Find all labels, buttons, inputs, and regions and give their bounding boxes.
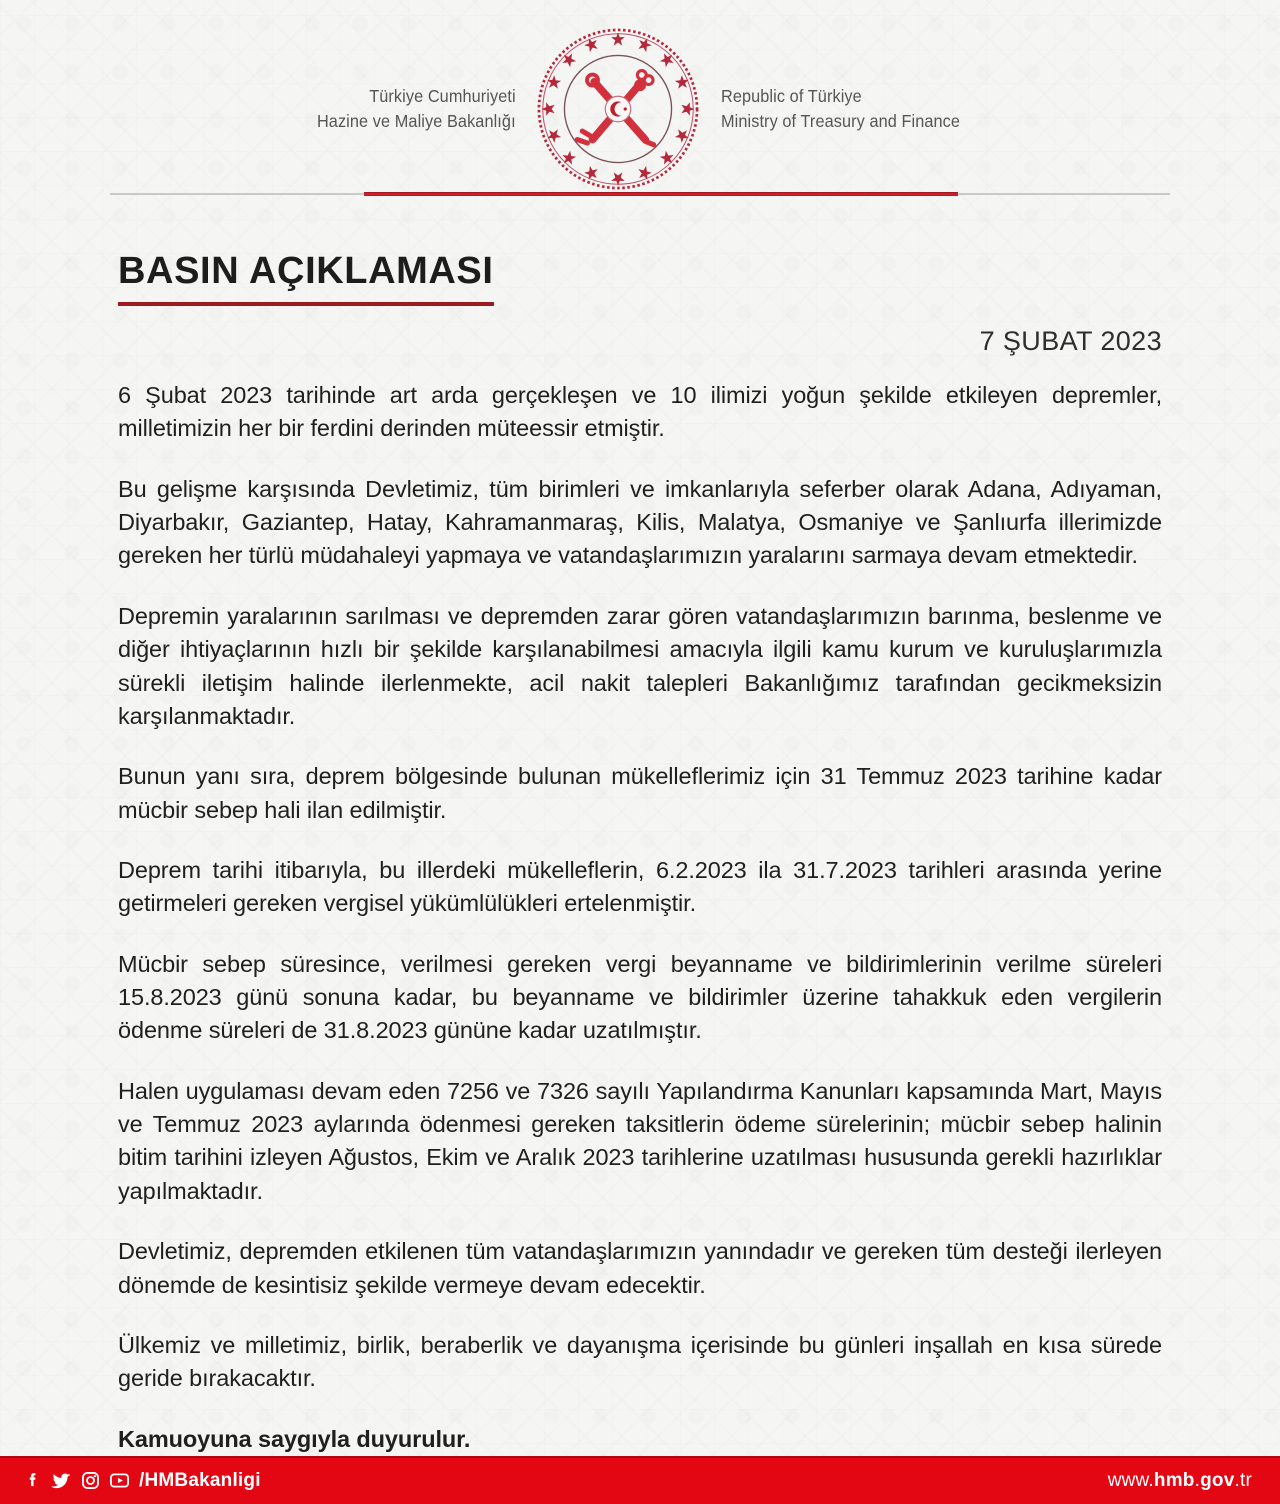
publication-date: 7 ŞUBAT 2023: [979, 326, 1162, 356]
body-paragraph: Halen uygulaması devam eden 7256 ve 7326 sayılı Yapılandırma Kanunları kapsamında Mart, Mayıs ve Temmuz 2023 aylarında ödenmesi gereken taksitlerin ödeme sürelerinin; mücbir sebep halinin bitim tarihini izleyen Ağustos, Ekim ve Aralık 2023 tarihlerine uzatılması hususunda gerekli hazırlıklar yapılmaktadır.: [118, 1077, 1162, 1204]
youtube-icon[interactable]: [108, 1470, 131, 1491]
body-paragraph: Deprem tarihi itibarıyla, bu illerdeki mükelleflerin, 6.2.2023 ila 31.7.2023 tarihleri arasında yerine getirmeleri gereken vergisel yükümlülükleri ertelenmiştir.: [118, 856, 1162, 917]
document-body: [0, 357, 1280, 1456]
closing-statement: Kamuoyuna saygıyla duyurulur.: [118, 1425, 471, 1452]
page-title-block: [0, 192, 1280, 306]
page-title: BASIN AÇIKLAMASI: [118, 250, 494, 306]
social-media-links[interactable]: [22, 1469, 261, 1492]
body-paragraph: Ülkemiz ve milletimiz, birlik, beraberlik ve dayanışma içerisinde bu günleri inşallah en kısa sürede geride bırakacaktır.: [118, 1331, 1162, 1392]
divider-red-accent: [364, 192, 958, 196]
ministry-name-turkish: [302, 84, 516, 134]
body-paragraph: Depremin yaralarının sarılması ve depremden zarar gören vatandaşlarımızın barınma, beslenme ve diğer ihtiyaçlarının hızlı bir şekilde karşılanabilmesi amacıyla ilgili kamu kurum ve kuruluşlarımızla sürekli iletişim halinde ilerlenmekte, acil nakit talepleri Bakanlığımız tarafından gecikmeksizin karşılanmaktadır.: [118, 602, 1162, 729]
website-domain: hmb: [1153, 1469, 1195, 1491]
ministry-name-turkish-line1: Türkiye Cumhuriyeti: [368, 86, 516, 107]
body-paragraph: Bunun yanı sıra, deprem bölgesinde bulunan mükelleflerimiz için 31 Temmuz 2023 tarihine kadar mücbir sebep hali ilan edilmiştir.: [118, 763, 1162, 823]
ministry-name-english-line1: Republic of Türkiye: [721, 86, 863, 107]
document-header: [0, 0, 1280, 192]
body-paragraph: Mücbir sebep süresince, verilmesi gereken vergi beyanname ve bildirimlerinin verilme süreleri 15.8.2023 günü sonuna kadar, bu beyanname ve bildirimler üzerine tahakkuk eden vergilerin ödenme süreleri de 31.8.2023 gününe kadar uzatılmıştır.: [118, 950, 1162, 1044]
website-url[interactable]: [1108, 1470, 1252, 1492]
facebook-icon[interactable]: [22, 1470, 43, 1491]
website-tld-tr: .tr: [1234, 1469, 1252, 1491]
body-paragraph: 6 Şubat 2023 tarihinde art arda gerçekleşen ve 10 ilimizi yoğun şekilde etkileyen depremler, milletimizin her bir ferdini derinden müteessir etmiştir.: [118, 382, 1162, 442]
document-footer: [0, 1456, 1280, 1504]
ministry-name-english: [721, 84, 978, 134]
body-paragraph: Devletimiz, depremden etkilenen tüm vatandaşlarımızın yanındadır ve gereken tüm desteği ilerleyen dönemde de kesintisiz şekilde vermeye devam edecektir.: [118, 1238, 1162, 1298]
instagram-icon[interactable]: [80, 1470, 101, 1491]
body-paragraph: Bu gelişme karşısında Devletimiz, tüm birimleri ve imkanlarıyla seferber olarak Adana, Adıyaman, Diyarbakır, Gaziantep, Hatay, Kahramanmaraş, Kilis, Malatya, Osmaniye ve Şanlıurfa illerimizde gereken her türlü müdahaleyi yapmaya ve vatandaşlarımızın yaralarını sarmaya devam etmektedir.: [118, 475, 1162, 569]
website-tld-gov: gov: [1200, 1469, 1235, 1491]
website-dot: .: [1194, 1469, 1201, 1491]
ministry-name-english-line2: Ministry of Treasury and Finance: [721, 111, 961, 131]
website-prefix: www.: [1107, 1469, 1154, 1491]
ministry-name-turkish-line2: Hazine ve Maliye Bakanlığı: [316, 111, 516, 131]
twitter-icon[interactable]: [50, 1469, 73, 1492]
social-handle[interactable]: /HMBakanligi: [139, 1469, 261, 1491]
ministry-of-treasury-and-finance-emblem: [533, 24, 703, 194]
